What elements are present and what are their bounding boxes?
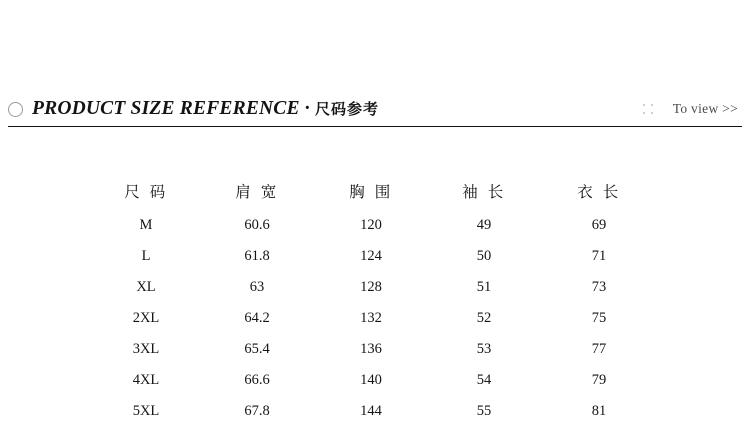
table-header-row [92,172,658,210]
section-header-row [8,92,742,126]
page-title-cn: 尺码参考 [314,100,379,118]
cell-bust: 124 [360,248,382,264]
cell-length: 79 [591,372,607,388]
page-title [32,98,379,120]
table-row [92,334,658,365]
table-row [92,396,658,427]
page-title-separator: · [299,98,315,119]
table-row [92,365,658,396]
cell-shoulder: 65.4 [244,341,270,357]
cell-shoulder: 67.8 [244,403,270,419]
dots-grid-icon [643,104,659,114]
cell-size: L [141,248,151,264]
cell-sleeve: 54 [476,372,492,388]
cell-bust: 140 [360,372,382,388]
cell-size: XL [136,279,156,295]
cell-size: 5XL [132,403,160,419]
size-table-head [92,172,658,210]
cell-sleeve: 53 [476,341,492,357]
column-header-shoulder: 肩 宽 [235,183,279,201]
cell-bust: 128 [360,279,382,295]
column-header-size: 尺 码 [124,183,168,201]
size-reference-table [92,172,658,427]
cell-bust: 120 [360,217,382,233]
cell-length: 81 [591,403,607,419]
column-header-length: 衣 长 [577,183,621,201]
column-header-bust: 胸 围 [349,183,393,201]
cell-bust: 144 [360,403,382,419]
cell-shoulder: 61.8 [244,248,270,264]
to-view-link[interactable]: To view >> [672,101,738,116]
section-header [0,92,750,132]
cell-sleeve: 51 [476,279,492,295]
table-row [92,241,658,272]
page-title-en: PRODUCT SIZE REFERENCE [32,98,300,119]
cell-size: 3XL [132,341,160,357]
cell-sleeve: 49 [476,217,492,233]
cell-sleeve: 52 [476,310,492,326]
header-divider [8,126,742,127]
table-row [92,210,658,241]
cell-shoulder: 64.2 [244,310,270,326]
cell-sleeve: 55 [476,403,492,419]
column-header-sleeve: 袖 长 [462,183,506,201]
size-table-body [92,210,658,427]
cell-length: 75 [591,310,607,326]
cell-bust: 136 [360,341,382,357]
cell-length: 69 [591,217,607,233]
cell-shoulder: 66.6 [244,372,270,388]
cell-size: 4XL [132,372,160,388]
cell-shoulder: 60.6 [244,217,270,233]
cell-length: 71 [591,248,607,264]
cell-shoulder: 63 [249,279,265,295]
cell-size: 2XL [132,310,160,326]
cell-length: 73 [591,279,607,295]
table-row [92,303,658,334]
cell-sleeve: 50 [476,248,492,264]
cell-length: 77 [591,341,607,357]
table-row [92,272,658,303]
cell-size: M [139,217,153,233]
cell-bust: 132 [360,310,382,326]
circle-icon [8,102,23,117]
